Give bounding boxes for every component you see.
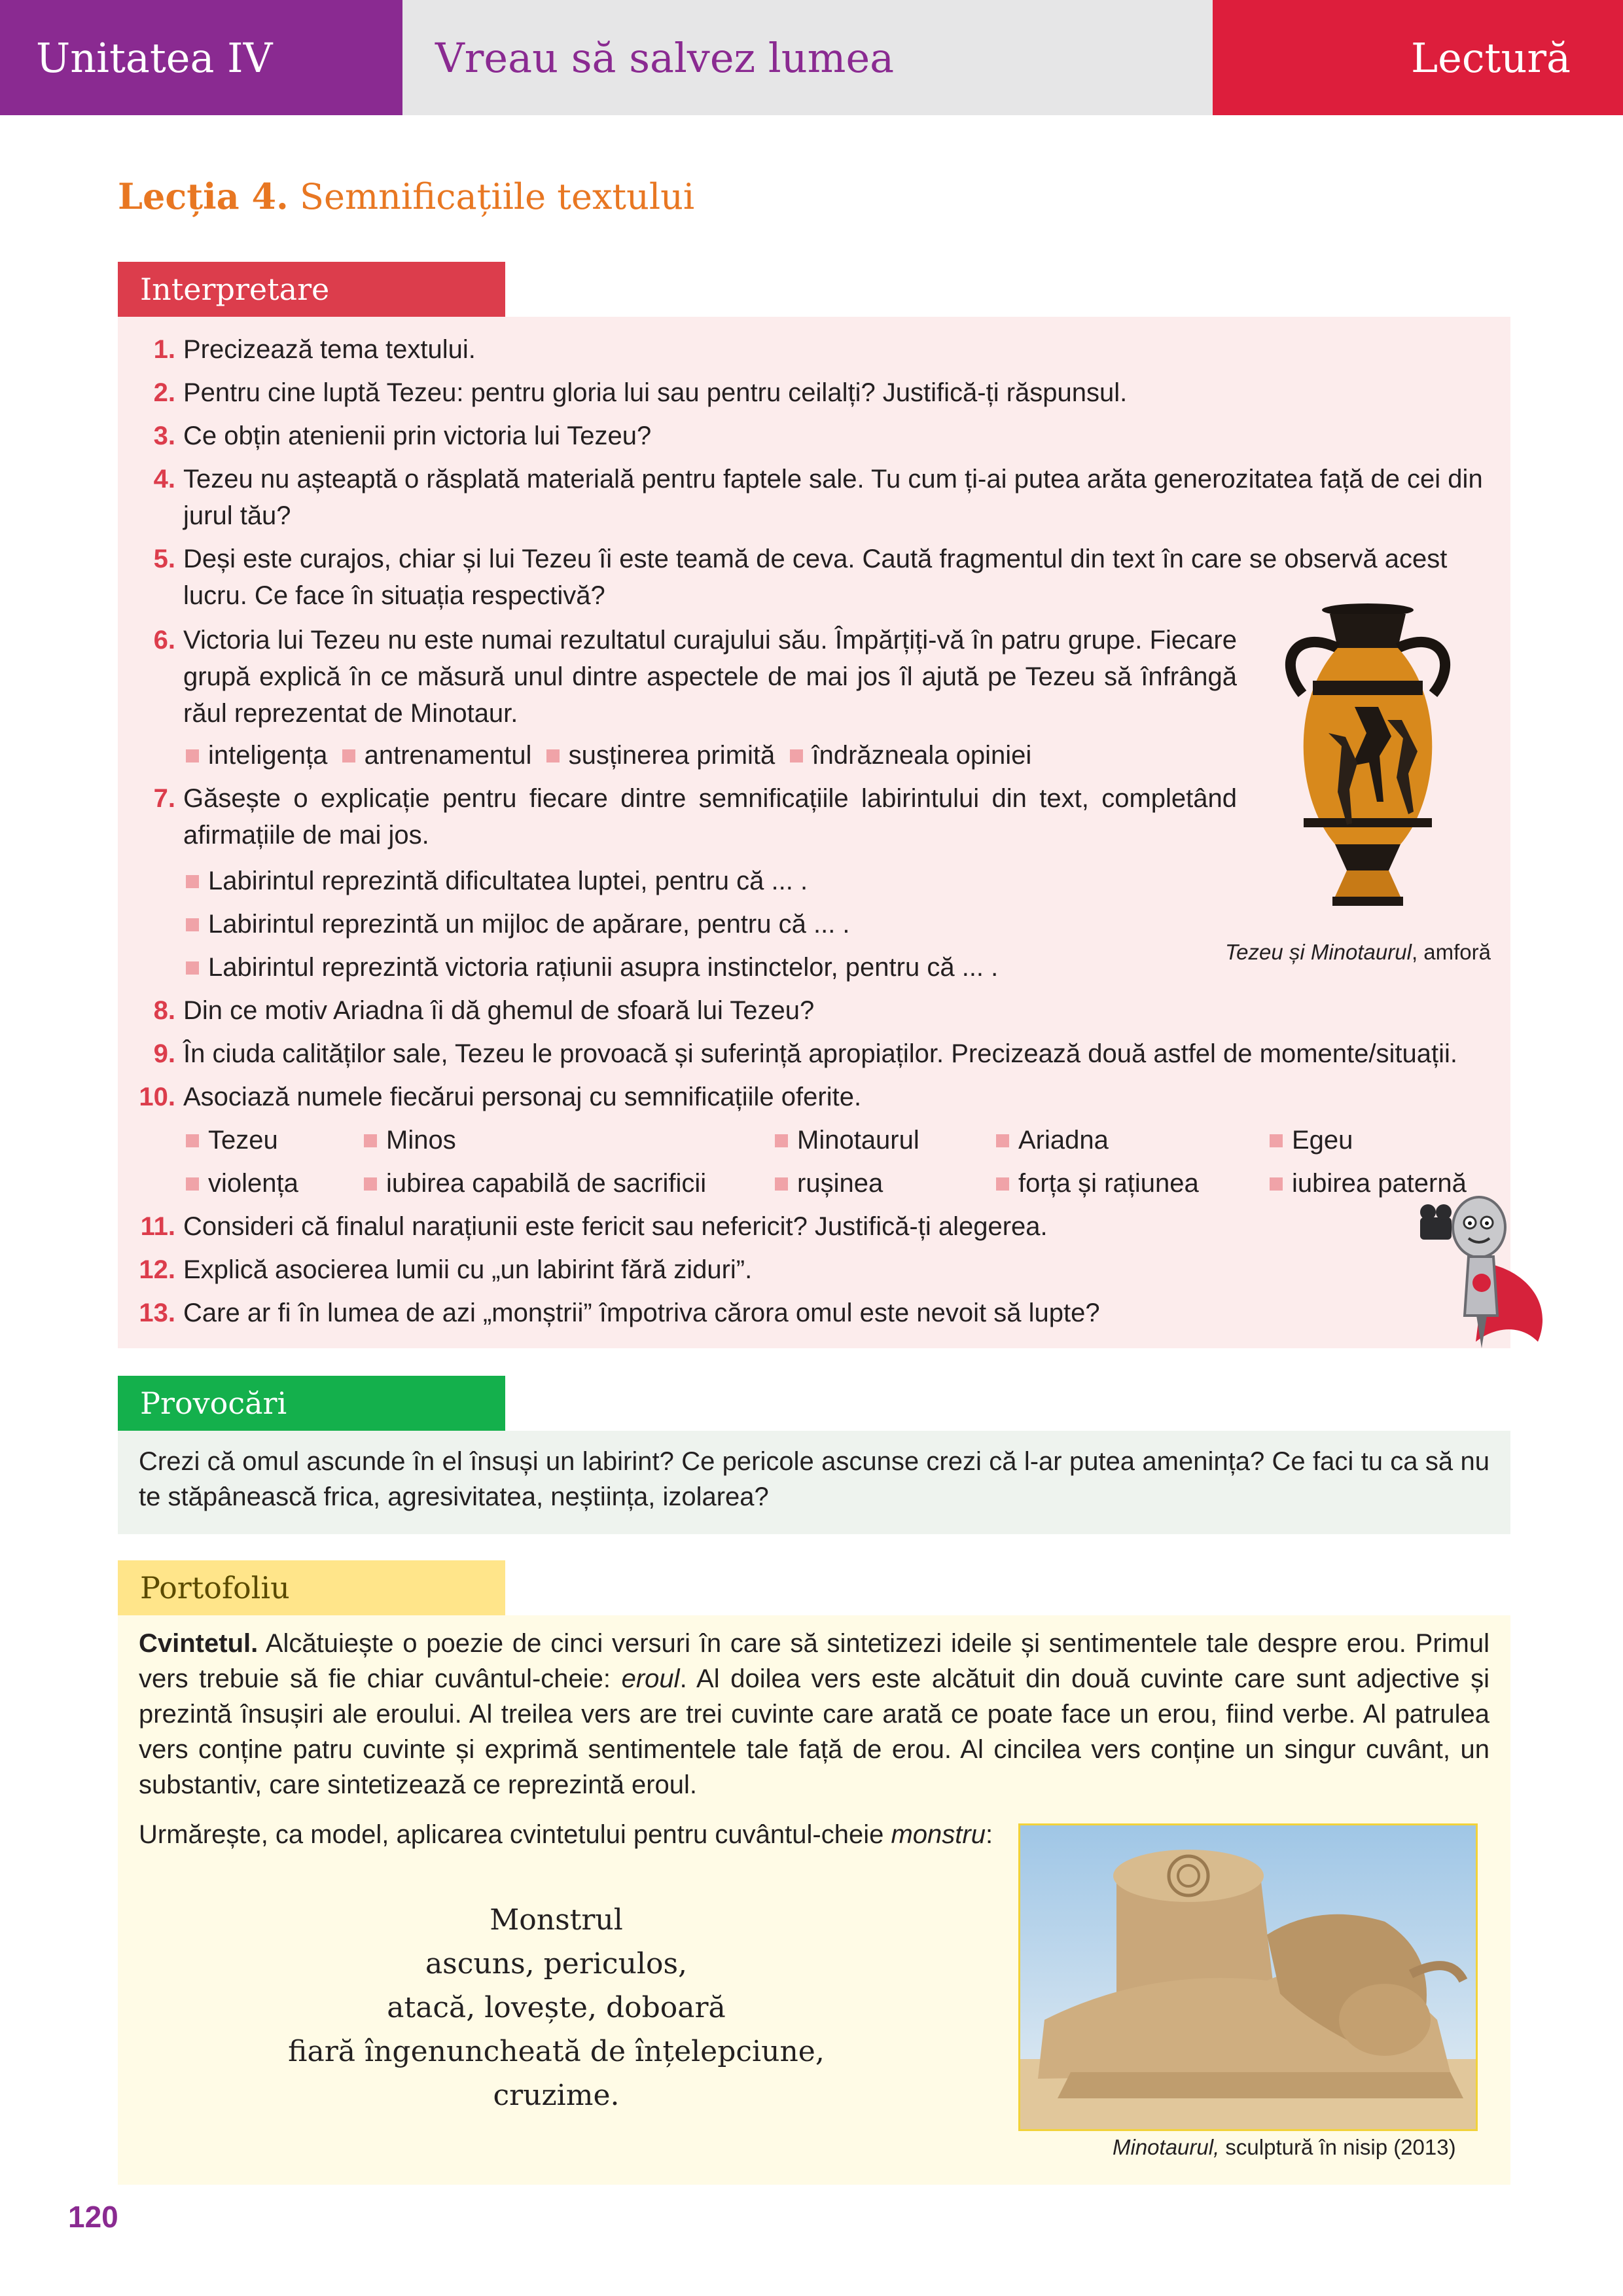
amphora-caption: Tezeu și Minotaurul, amforă bbox=[1225, 940, 1491, 964]
meaning-rusinea: rușinea bbox=[775, 1165, 883, 1202]
question-13: 13. Care ar fi în lumea de azi „monștrii” împotriva cărora omul este nevoit să lupte? bbox=[139, 1299, 1100, 1327]
portofoliu-tab: Portofoliu bbox=[118, 1560, 505, 1615]
poem-line-5: cruzime. bbox=[493, 2079, 620, 2112]
poem-line-3: atacă, lovește, doboară bbox=[387, 1991, 726, 2024]
option-inteligenta: inteligența bbox=[208, 741, 328, 770]
section-label: Lectură bbox=[1213, 0, 1623, 115]
character-ariadna: Ariadna bbox=[996, 1122, 1109, 1158]
option-sustinerea: susținerea primită bbox=[568, 741, 776, 770]
labyrinth-item-1: Labirintul reprezintă dificultatea luptei, pentru că ... . bbox=[186, 863, 808, 899]
question-6: 6. Victoria lui Tezeu nu este numai rezultatul curajului său. Împărțiți-vă în patru grupe. Fiecare grupă explică în ce măsură unul dintre aspectele de mai jos îl ajută pe Tezeu să înfrângă răul reprezentat de Minotaur. bbox=[153, 626, 1237, 728]
labyrinth-item-2: Labirintul reprezintă un mijloc de apărare, pentru că ... . bbox=[186, 906, 850, 942]
sand-sculpture-caption: Minotaurul, sculptură în nisip (2013) bbox=[1113, 2135, 1456, 2159]
question-2: 2. Pentru cine luptă Tezeu: pentru gloria lui sau pentru ceilalți? Justifică-ți răspunsul. bbox=[153, 378, 1128, 407]
question-3: 3. Ce obțin atenienii prin victoria lui Tezeu? bbox=[153, 422, 652, 450]
meaning-iubirea-sacrificii: iubirea capabilă de sacrificii bbox=[364, 1165, 706, 1202]
unit-title: Vreau să salvez lumea bbox=[402, 0, 1213, 115]
meaning-violenta: violența bbox=[186, 1165, 298, 1202]
question-11: 11. Consideri că finalul narațiunii este fericit sau nefericit? Justifică-ți alegerea. bbox=[140, 1212, 1048, 1241]
model-intro: Urmărește, ca model, aplicarea cvintetului pentru cuvântul-cheie monstru: bbox=[139, 1820, 993, 1849]
poem-line-1: Monstrul bbox=[490, 1903, 623, 1937]
cvintet-lead: Cvintetul. bbox=[139, 1629, 259, 1658]
character-minotaurul: Minotaurul bbox=[775, 1122, 919, 1158]
cvintet-poem bbox=[196, 1898, 916, 2117]
provocari-tab: Provocări bbox=[118, 1376, 505, 1431]
meaning-iubirea-paterna: iubirea paternă bbox=[1270, 1165, 1467, 1202]
lesson-title bbox=[118, 175, 694, 217]
unit-label: Unitatea IV bbox=[0, 0, 402, 115]
option-antrenamentul: antrenamentul bbox=[364, 741, 532, 770]
lesson-number: Lecția 4. bbox=[118, 175, 289, 217]
character-tezeu: Tezeu bbox=[186, 1122, 278, 1158]
poem-line-4: fiară îngenuncheată de înțelepciune, bbox=[288, 2035, 825, 2068]
question-10: 10. Asociază numele fiecărui personaj cu semnificațiile oferite. bbox=[139, 1083, 862, 1111]
question-5: 5. Deși este curajos, chiar și lui Tezeu îi este teamă de ceva. Caută fragmentul din text în care se observă acest lucru. Ce face în situația respectivă? bbox=[153, 545, 1448, 610]
question-1: 1. Precizează tema textului. bbox=[153, 335, 476, 364]
meaning-forta-ratiunea: forța și rațiunea bbox=[996, 1165, 1199, 1202]
page-number: 120 bbox=[68, 2200, 118, 2234]
character-egeu: Egeu bbox=[1270, 1122, 1353, 1158]
question-8: 8. Din ce motiv Ariadna îi dă ghemul de sfoară lui Tezeu? bbox=[153, 996, 815, 1025]
labyrinth-item-3: Labirintul reprezintă victoria rațiunii asupra instinctelor, pentru că ... . bbox=[186, 949, 998, 986]
mascot-image bbox=[1414, 1191, 1558, 1355]
question-7: 7. Găsește o explicație pentru fiecare dintre semnificațiile labirintului din text, completând afirmațiile de mai jos. bbox=[153, 784, 1237, 850]
question-6-options bbox=[186, 737, 1031, 774]
amphora-image bbox=[1270, 602, 1466, 916]
cvintet-instructions: Cvintetul. Alcătuiește o poezie de cinci versuri în care să sintetizezi ideile și sentimentele tale despre erou. Primul vers trebuie să fie chiar cuvântul-cheie: eroul. Al doilea vers este alcătuit din două cuvinte care sunt adjective și prezintă însușiri ale eroului. Al treilea vers are trei cuvinte care arată ce poate face un erou, fiind verbe. Al patrulea vers conține patru cuvinte și exprimă sentimentele tale față de erou. Al cincilea vers conține un singur cuvânt, un substantiv, care sintetizează ce reprezintă eroul. bbox=[139, 1629, 1489, 1799]
question-4: 4. Tezeu nu așteaptă o răsplată materială pentru faptele sale. Tu cum ți-ai putea arăta generozitatea față de cei din jurul tău? bbox=[153, 465, 1483, 530]
poem-line-2: ascuns, periculos, bbox=[425, 1947, 688, 1981]
character-minos: Minos bbox=[364, 1122, 456, 1158]
question-9: 9. În ciuda calităților sale, Tezeu le provoacă și suferință apropiaților. Precizează două astfel de momente/situații. bbox=[153, 1039, 1457, 1068]
provocari-text: Crezi că omul ascunde în el însuși un labirint? Ce pericole ascunse crezi că l-ar putea amenința? Ce faci tu ca să nu te stăpânească frica, agresivitatea, neștiința, izolarea? bbox=[139, 1447, 1489, 1511]
interpretare-tab: Interpretare bbox=[118, 262, 505, 317]
question-12: 12. Explică asocierea lumii cu „un labirint fără ziduri”. bbox=[139, 1255, 753, 1284]
sand-sculpture-photo bbox=[1018, 1823, 1478, 2131]
lesson-name: Semnificațiile textului bbox=[300, 176, 695, 217]
option-indrazneala: îndrăzneala opiniei bbox=[812, 741, 1032, 770]
